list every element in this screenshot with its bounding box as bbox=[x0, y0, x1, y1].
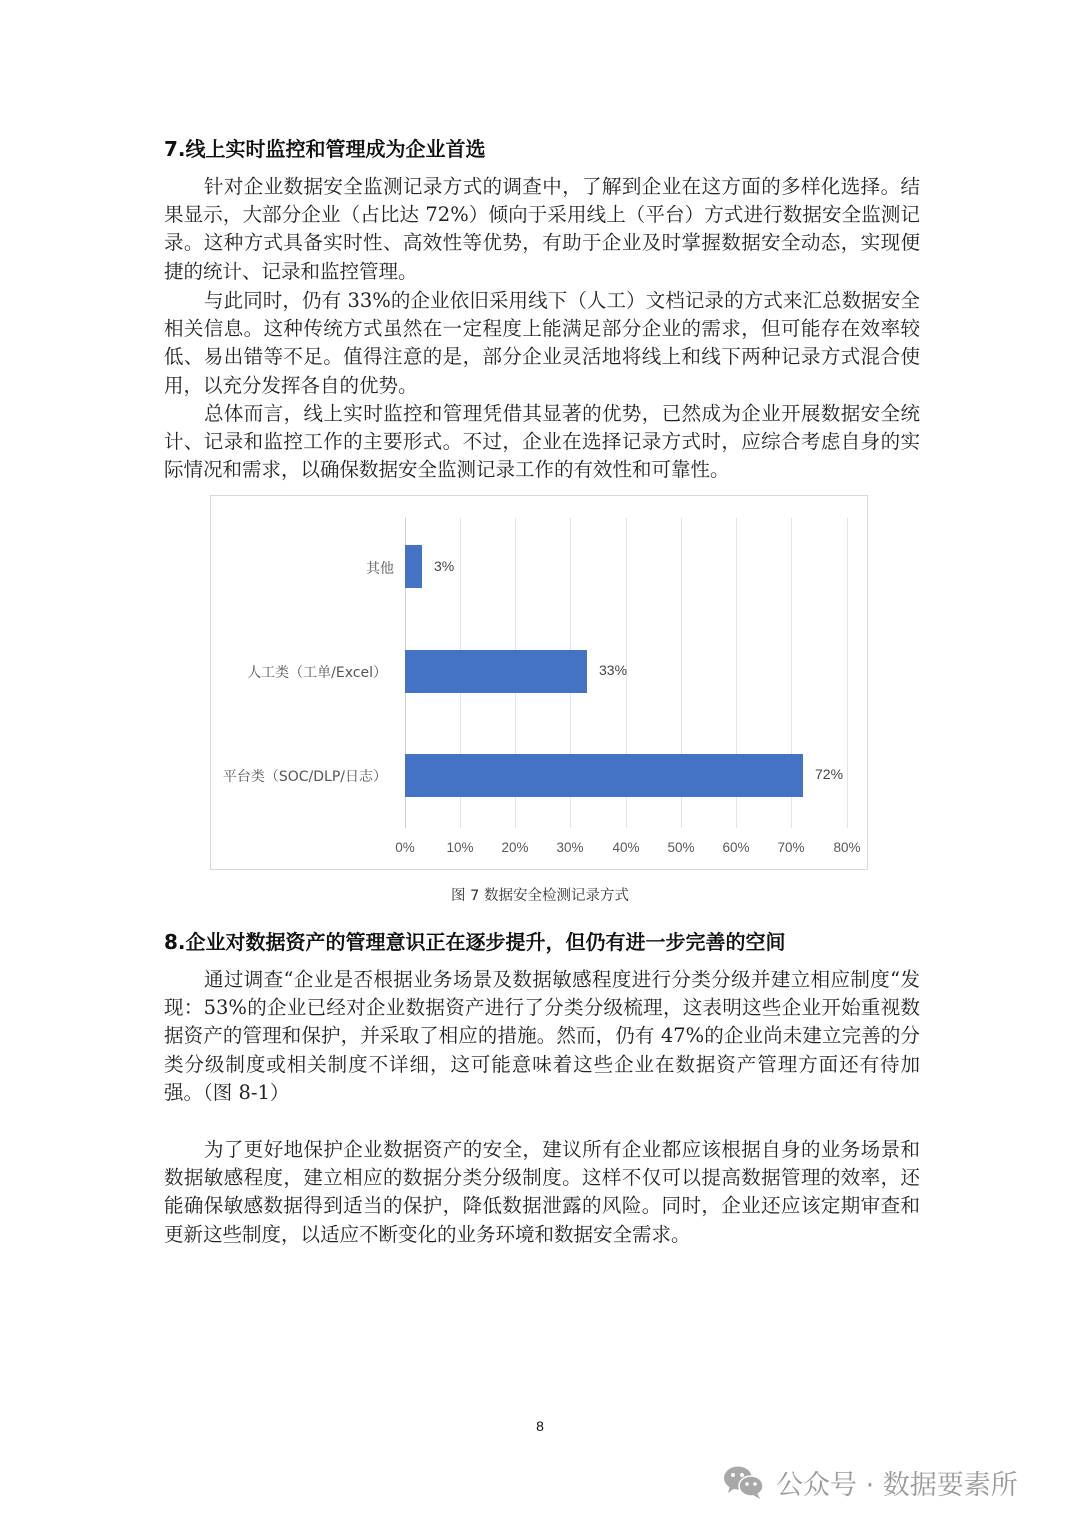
bar-value-manual: 33% bbox=[599, 662, 628, 678]
watermark bbox=[722, 1462, 1018, 1502]
wechat-icon bbox=[722, 1464, 766, 1500]
bar-platform bbox=[405, 754, 803, 797]
section-8-paragraph-2: 为了更好地保护企业数据资产的安全，建议所有企业都应该根据自身的业务场景和数据敏感程度，建立相应的数据分类分级制度。这样不仅可以提高数据管理的效率，还能确保敏感数据得到适当的保护，降低数据泄露的风险。同时，企业还应该定期审查和更新这些制度，以适应不断变化的业务环境和数据安全需求。 bbox=[164, 1138, 920, 1246]
section-7-paragraph-2: 与此同时，仍有 33%的企业依旧采用线下（人工）文档记录的方式来汇总数据安全相关信息。这种传统方式虽然在一定程度上能满足部分企业的需求，但可能存在效率较低、易出错等不足。值得注意的是，部分企业灵活地将线上和线下两种记录方式混合使用，以充分发挥各自的优势。 bbox=[164, 289, 920, 397]
bar-value-other: 3% bbox=[434, 558, 455, 574]
x-tick-40: 40% bbox=[612, 840, 640, 855]
gridline-80 bbox=[847, 518, 848, 828]
section-7-paragraph-1: 针对企业数据安全监测记录方式的调查中，了解到企业在这方面的多样化选择。结果显示，大部分企业（占比达 72%）倾向于采用线上（平台）方式进行数据安全监测记录。这种方式具备实时性、高效性等优势，有助于企业及时掌握数据安全动态，实现便捷的统计、记录和监控管理。 bbox=[164, 175, 920, 283]
x-tick-0: 0% bbox=[395, 840, 415, 855]
category-label-manual: 人工类（工单/Excel） bbox=[247, 665, 387, 681]
section-7-heading: 7.线上实时监控和管理成为企业首选 bbox=[164, 137, 486, 161]
section-8-heading: 8.企业对数据资产的管理意识正在逐步提升，但仍有进一步完善的空间 bbox=[164, 930, 786, 954]
section-8-paragraph-1: 通过调查“企业是否根据业务场景及数据敏感程度进行分类分级并建立相应制度“发现：53%的企业已经对企业数据资产进行了分类分级梳理，这表明这些企业开始重视数据资产的管理和保护，并采取了相应的措施。然而，仍有 47%的企业尚未建立完善的分类分级制度或相关制度不详细，这可能意味着这些企业在数据资产管理方面还有待加强。（图 8-1） bbox=[164, 968, 920, 1104]
x-tick-60: 60% bbox=[722, 840, 750, 855]
x-tick-70: 70% bbox=[777, 840, 805, 855]
x-tick-50: 50% bbox=[667, 840, 695, 855]
x-tick-80: 80% bbox=[833, 840, 861, 855]
page-number: 8 bbox=[536, 1418, 544, 1434]
category-label-other: 其他 bbox=[366, 561, 394, 577]
section-7-paragraph-3: 总体而言，线上实时监控和管理凭借其显著的优势，已然成为企业开展数据安全统计、记录和监控工作的主要形式。不过，企业在选择记录方式时，应综合考虑自身的实际情况和需求，以确保数据安全监测记录工作的有效性和可靠性。 bbox=[164, 402, 920, 482]
x-tick-10: 10% bbox=[446, 840, 474, 855]
category-label-platform: 平台类（SOC/DLP/日志） bbox=[222, 769, 387, 785]
bar-value-platform: 72% bbox=[815, 766, 844, 782]
watermark-text: 公众号 · 数据要素所 bbox=[776, 1469, 1018, 1501]
x-tick-20: 20% bbox=[501, 840, 529, 855]
x-tick-30: 30% bbox=[556, 840, 584, 855]
bar-other bbox=[405, 545, 422, 588]
figure-caption: 图 7 数据安全检测记录方式 bbox=[451, 888, 629, 904]
bar-manual bbox=[405, 650, 587, 693]
